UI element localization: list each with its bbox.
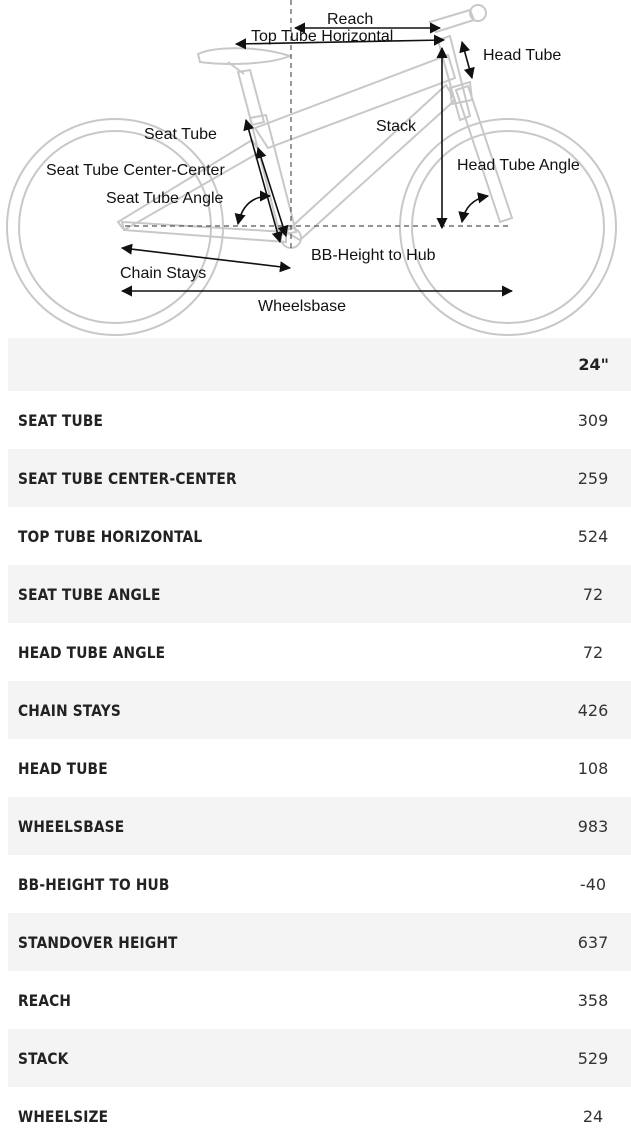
table-row — [8, 623, 631, 681]
seat-stay — [118, 140, 260, 230]
row-value: 426 — [577, 700, 609, 720]
geometry-table — [8, 338, 631, 1145]
row-value: 259 — [577, 468, 609, 488]
down-tube — [286, 85, 455, 240]
row-label: SEAT TUBE ANGLE — [18, 584, 161, 604]
size-header: 24" — [578, 355, 609, 374]
label-head-tube: Head Tube — [483, 47, 562, 64]
table-row — [8, 797, 631, 855]
seat-tube-center-center-arrow — [258, 148, 286, 236]
table-row — [8, 681, 631, 739]
head-tube-angle-arc — [462, 196, 488, 222]
table-row — [8, 913, 631, 971]
row-value: 983 — [577, 816, 609, 836]
label-stack: Stack — [376, 118, 417, 135]
label-seat-tube-angle: Seat Tube Angle — [106, 190, 224, 207]
row-label: STANDOVER HEIGHT — [18, 932, 178, 952]
label-chain-stays: Chain Stays — [120, 265, 207, 282]
row-label: HEAD TUBE ANGLE — [18, 642, 166, 662]
front-wheel — [400, 119, 616, 335]
label-wheelsbase: Wheelsbase — [258, 298, 347, 315]
label-reach: Reach — [327, 11, 374, 28]
row-value: 72 — [582, 642, 604, 662]
table-row — [8, 449, 631, 507]
row-label: HEAD TUBE — [18, 758, 108, 778]
row-value: 529 — [577, 1048, 609, 1068]
head-tube-arrow — [462, 42, 472, 78]
bike-geometry-diagram — [0, 0, 631, 340]
handlebar — [470, 5, 486, 21]
label-seat-tube-center-center: Seat Tube Center-Center — [46, 162, 225, 179]
row-value: 358 — [577, 990, 609, 1010]
row-label: WHEELSIZE — [18, 1106, 109, 1126]
seat-tube-arrow — [246, 120, 280, 242]
row-value: 309 — [577, 410, 609, 430]
row-value: 524 — [577, 526, 609, 546]
label-top-tube-horizontal: Top Tube Horizontal — [251, 28, 394, 45]
table-rows — [8, 391, 631, 1145]
row-label: SEAT TUBE CENTER-CENTER — [18, 468, 237, 488]
label-bb-height-to-hub: BB-Height to Hub — [311, 247, 436, 264]
rear-wheel-rim — [19, 131, 211, 323]
top-tube — [255, 55, 455, 148]
table-row — [8, 391, 631, 449]
row-label: SEAT TUBE — [18, 410, 104, 430]
label-seat-tube: Seat Tube — [144, 126, 217, 143]
row-value: 72 — [582, 584, 604, 604]
row-value: 24 — [582, 1106, 604, 1126]
saddle — [198, 48, 290, 64]
row-value: 637 — [577, 932, 609, 952]
row-label: WHEELSBASE — [18, 816, 125, 836]
table-row — [8, 1029, 631, 1087]
seat-tube-angle-arc — [238, 196, 270, 224]
table-row — [8, 739, 631, 797]
fork-leg — [456, 86, 512, 222]
table-row — [8, 1087, 631, 1145]
row-value: 108 — [577, 758, 609, 778]
table-row — [8, 507, 631, 565]
row-value: -40 — [579, 874, 607, 894]
table-header — [8, 338, 631, 391]
chain-stay — [122, 222, 286, 242]
row-label: CHAIN STAYS — [18, 700, 122, 720]
table-row — [8, 855, 631, 913]
row-label: BB-HEIGHT TO HUB — [18, 874, 170, 894]
label-head-tube-angle: Head Tube Angle — [457, 157, 580, 174]
table-row — [8, 971, 631, 1029]
row-label: STACK — [18, 1048, 69, 1068]
table-row — [8, 565, 631, 623]
row-label: TOP TUBE HORIZONTAL — [18, 526, 203, 546]
row-label: REACH — [18, 990, 72, 1010]
